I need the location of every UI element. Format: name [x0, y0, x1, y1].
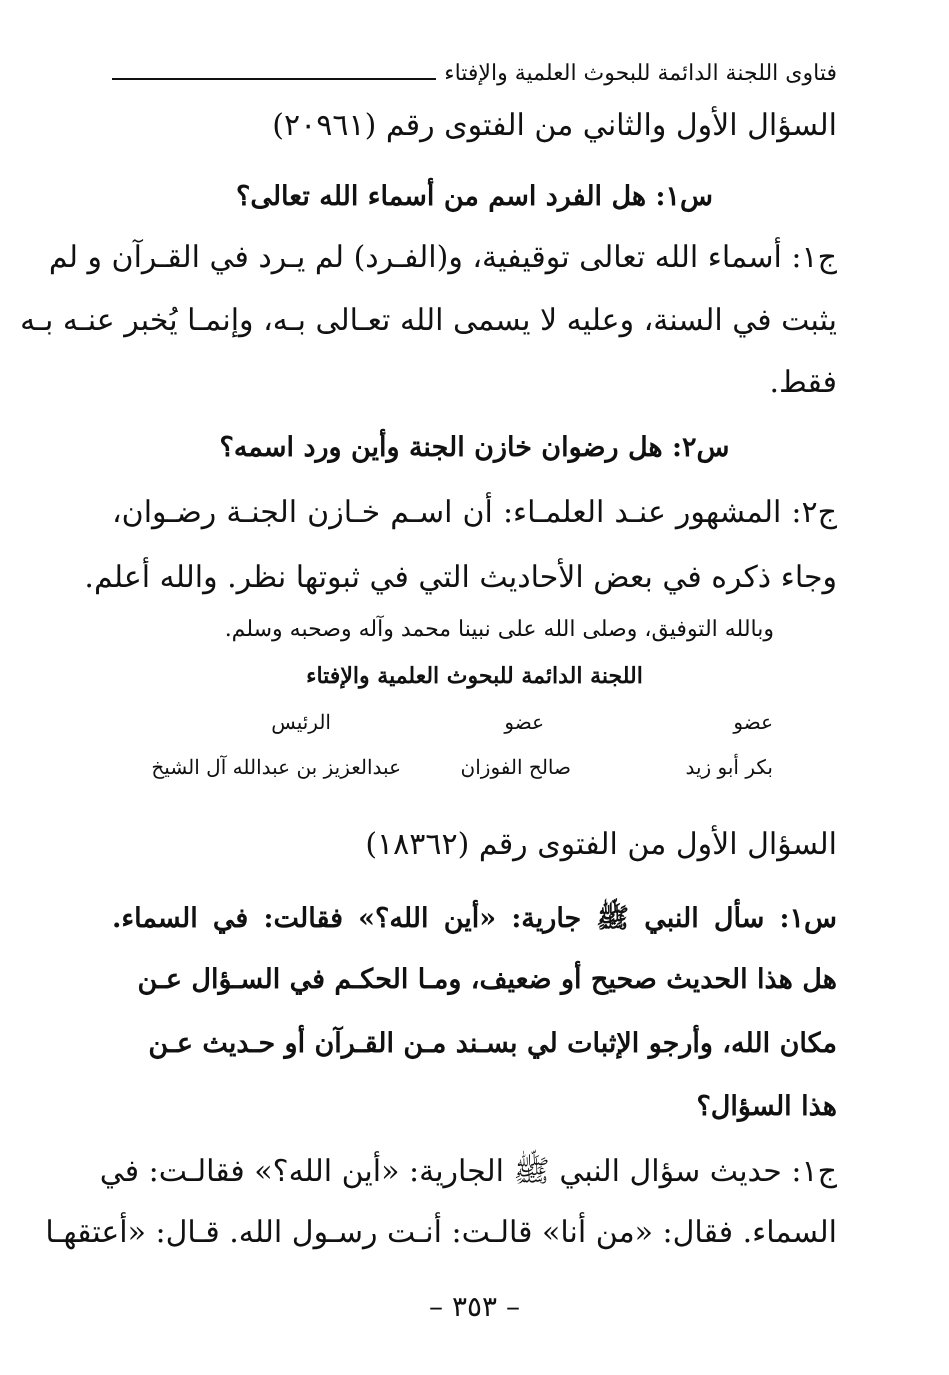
signature-name-member-2: بكر أبو زيد [685, 755, 773, 779]
signature-role-member-1: عضو [504, 710, 544, 734]
question-1: س١: هل الفرد اسم من أسماء الله تعالى؟ [236, 181, 713, 212]
answer-2-line-1: ج٢: المشهور عنـد العلمـاء: أن اسـم خـازن الجنـة رضـوان، [112, 495, 837, 530]
header-rule [112, 78, 436, 80]
answer-3-line-2: السماء. فقال: «من أنا» قالـت: أنـت رسـول الله. قـال: «أعتقهـا [45, 1215, 837, 1250]
committee-title: اللجنة الدائمة للبحوث العلمية والإفتاء [306, 663, 643, 689]
fatwa-heading-18362: السؤال الأول من الفتوى رقم (١٨٣٦٢) [365, 827, 837, 862]
signature-name-member-1: صالح الفوزان [460, 755, 571, 779]
question-3-line-4: هذا السؤال؟ [696, 1091, 837, 1122]
signature-name-president: عبدالعزيز بن عبدالله آل الشيخ [151, 755, 401, 779]
fatwa-heading-20961: السؤال الأول والثاني من الفتوى رقم (٢٠٩٦١) [272, 108, 837, 143]
question-3-line-2: هل هذا الحديث صحيح أو ضعيف، ومـا الحكـم في السـؤال عـن [137, 964, 837, 995]
question-3-line-3: مكان الله، وأرجو الإثبات لي بسـند مـن القـرآن أو حـديث عـن [148, 1028, 837, 1059]
answer-1-line-3: فقط. [769, 365, 837, 400]
signature-role-member-2: عضو [733, 710, 773, 734]
answer-1-line-1: ج١: أسماء الله تعالى توقيفية، و(الفـرد) لم يـرد في القـرآن و لم [48, 240, 837, 275]
running-header [112, 56, 837, 86]
answer-2-line-2: وجاء ذكره في بعض الأحاديث التي في ثبوتها نظر. والله أعلم. [84, 560, 837, 595]
header-title: فتاوى اللجنة الدائمة للبحوث العلمية والإفتاء [444, 61, 837, 86]
answer-3-line-1: ج١: حديث سؤال النبي ﷺ الجارية: «أين الله؟» فقالـت: في [99, 1154, 837, 1189]
page-number: – ٣٥٣ – [429, 1290, 520, 1323]
question-2: س٢: هل رضوان خازن الجنة وأين ورد اسمه؟ [219, 432, 730, 463]
closing-line: وبالله التوفيق، وصلى الله على نبينا محمد وآله وصحبه وسلم. [224, 617, 774, 642]
answer-1-line-2: يثبت في السنة، وعليه لا يسمى الله تعـالى بـه، وإنمـا يُخبر عنـه بـه [20, 303, 837, 338]
question-3-line-1: س١: سأل النبي ﷺ جارية: «أين الله؟» فقالت: في السماء. [112, 903, 837, 934]
signature-role-president: الرئيس [271, 710, 331, 734]
